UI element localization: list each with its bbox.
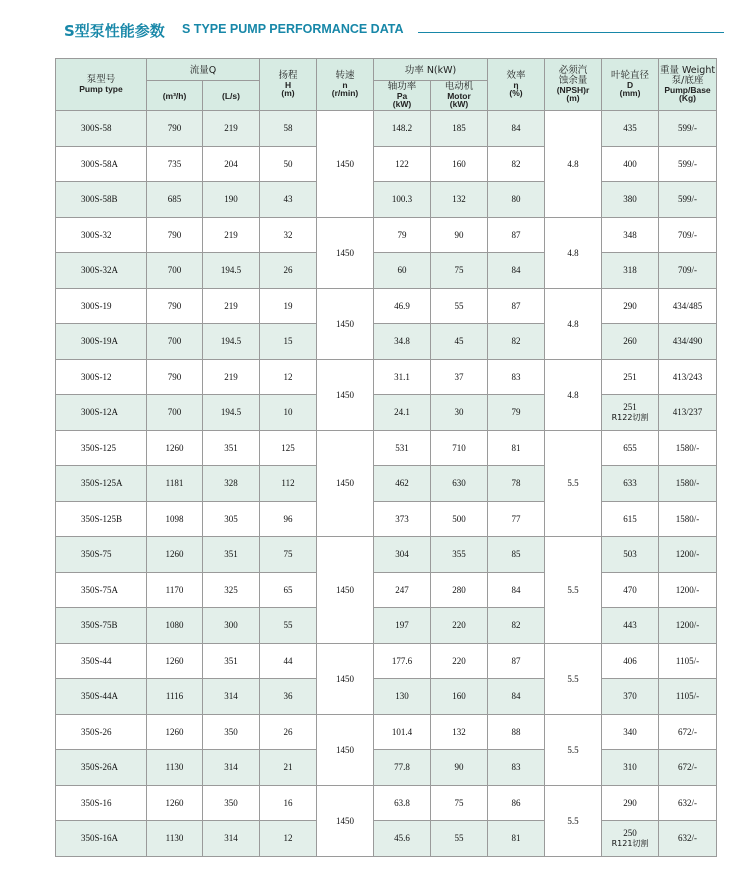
cell-efficiency: 84 bbox=[488, 572, 545, 608]
cell-impeller-diameter bbox=[602, 253, 659, 289]
cell-impeller-diameter bbox=[602, 217, 659, 253]
cell-speed: 1450 bbox=[317, 111, 374, 218]
cell-model: 300S-32A bbox=[56, 253, 147, 289]
diameter-value: 615 bbox=[623, 513, 637, 524]
cell-model: 300S-12 bbox=[56, 359, 147, 395]
diameter-value: 310 bbox=[623, 762, 637, 773]
table-row bbox=[56, 466, 717, 502]
header-speed: 转速 n (r/min) bbox=[317, 59, 374, 111]
page-title bbox=[64, 20, 724, 44]
cell-flow-ls: 351 bbox=[203, 643, 260, 679]
cell-model: 350S-26 bbox=[56, 714, 147, 750]
cell-impeller-diameter bbox=[602, 572, 659, 608]
header-impeller-diameter: 叶轮直径 D (mm) bbox=[602, 59, 659, 111]
cell-efficiency: 82 bbox=[488, 324, 545, 360]
cell-motor-power: 45 bbox=[431, 324, 488, 360]
cell-flow-m3h: 1098 bbox=[147, 501, 203, 537]
header-pump-type: 泵型号 Pump type bbox=[56, 59, 147, 111]
cell-flow-m3h: 1181 bbox=[147, 466, 203, 502]
cell-weight: 1580/- bbox=[659, 501, 717, 537]
cell-npsh: 4.8 bbox=[545, 288, 602, 359]
cell-impeller-diameter bbox=[602, 182, 659, 218]
table-row bbox=[56, 182, 717, 218]
cell-flow-ls: 219 bbox=[203, 288, 260, 324]
table-row bbox=[56, 217, 717, 253]
cell-motor-power: 160 bbox=[431, 679, 488, 715]
cell-impeller-diameter bbox=[602, 430, 659, 466]
header-motor-power: 电动机 Motor (kW) bbox=[431, 81, 488, 111]
header-efficiency: 效率 η (%) bbox=[488, 59, 545, 111]
performance-table bbox=[55, 58, 717, 857]
diameter-value: 290 bbox=[623, 300, 637, 311]
table-row bbox=[56, 324, 717, 360]
cell-motor-power: 30 bbox=[431, 395, 488, 431]
cell-motor-power: 355 bbox=[431, 537, 488, 573]
cell-shaft-power: 77.8 bbox=[374, 750, 431, 786]
cell-head: 50 bbox=[260, 146, 317, 182]
cell-weight: 632/- bbox=[659, 785, 717, 821]
cell-efficiency: 86 bbox=[488, 785, 545, 821]
cell-head: 19 bbox=[260, 288, 317, 324]
cell-head: 112 bbox=[260, 466, 317, 502]
cell-impeller-diameter bbox=[602, 111, 659, 147]
table-row bbox=[56, 643, 717, 679]
cell-speed: 1450 bbox=[317, 714, 374, 785]
cell-efficiency: 80 bbox=[488, 182, 545, 218]
cell-flow-ls: 350 bbox=[203, 714, 260, 750]
cell-weight: 709/- bbox=[659, 253, 717, 289]
cell-head: 55 bbox=[260, 608, 317, 644]
diameter-value: 290 bbox=[623, 797, 637, 808]
cell-flow-m3h: 700 bbox=[147, 395, 203, 431]
cell-head: 65 bbox=[260, 572, 317, 608]
cell-motor-power: 220 bbox=[431, 643, 488, 679]
cell-shaft-power: 45.6 bbox=[374, 821, 431, 857]
table-row bbox=[56, 395, 717, 431]
cell-model: 300S-32 bbox=[56, 217, 147, 253]
title-english: S TYPE PUMP PERFORMANCE DATA bbox=[182, 22, 404, 36]
diameter-value: 400 bbox=[623, 158, 637, 169]
cell-flow-ls: 194.5 bbox=[203, 395, 260, 431]
cell-impeller-diameter bbox=[602, 146, 659, 182]
cell-head: 75 bbox=[260, 537, 317, 573]
cell-efficiency: 79 bbox=[488, 395, 545, 431]
cell-weight: 672/- bbox=[659, 750, 717, 786]
cell-motor-power: 185 bbox=[431, 111, 488, 147]
cell-impeller-diameter bbox=[602, 679, 659, 715]
cell-efficiency: 81 bbox=[488, 430, 545, 466]
cell-motor-power: 90 bbox=[431, 750, 488, 786]
cell-efficiency: 82 bbox=[488, 146, 545, 182]
cell-shaft-power: 247 bbox=[374, 572, 431, 608]
cell-flow-m3h: 1080 bbox=[147, 608, 203, 644]
cell-motor-power: 280 bbox=[431, 572, 488, 608]
cell-flow-m3h: 790 bbox=[147, 111, 203, 147]
cell-flow-m3h: 790 bbox=[147, 288, 203, 324]
cell-impeller-diameter bbox=[602, 501, 659, 537]
cell-flow-m3h: 1260 bbox=[147, 430, 203, 466]
cell-shaft-power: 46.9 bbox=[374, 288, 431, 324]
table-row bbox=[56, 288, 717, 324]
cell-flow-ls: 350 bbox=[203, 785, 260, 821]
cell-speed: 1450 bbox=[317, 785, 374, 856]
cell-shaft-power: 34.8 bbox=[374, 324, 431, 360]
cell-shaft-power: 63.8 bbox=[374, 785, 431, 821]
cell-efficiency: 84 bbox=[488, 111, 545, 147]
cell-impeller-diameter bbox=[602, 750, 659, 786]
cell-flow-m3h: 700 bbox=[147, 324, 203, 360]
cell-flow-ls: 314 bbox=[203, 679, 260, 715]
cell-model: 300S-58B bbox=[56, 182, 147, 218]
cell-motor-power: 630 bbox=[431, 466, 488, 502]
cell-motor-power: 37 bbox=[431, 359, 488, 395]
cell-impeller-diameter bbox=[602, 608, 659, 644]
table-row bbox=[56, 785, 717, 821]
cell-motor-power: 55 bbox=[431, 288, 488, 324]
cell-efficiency: 78 bbox=[488, 466, 545, 502]
table-row bbox=[56, 359, 717, 395]
cell-impeller-diameter bbox=[602, 395, 659, 431]
cell-head: 12 bbox=[260, 821, 317, 857]
cell-flow-m3h: 1130 bbox=[147, 821, 203, 857]
cell-model: 350S-75 bbox=[56, 537, 147, 573]
cell-weight: 599/- bbox=[659, 111, 717, 147]
cell-model: 350S-16A bbox=[56, 821, 147, 857]
cell-shaft-power: 122 bbox=[374, 146, 431, 182]
diameter-value: 435 bbox=[623, 123, 637, 134]
diameter-trim-note: R121切割 bbox=[611, 838, 649, 848]
cell-head: 32 bbox=[260, 217, 317, 253]
cell-speed: 1450 bbox=[317, 643, 374, 714]
cell-npsh: 4.8 bbox=[545, 359, 602, 430]
cell-model: 350S-44 bbox=[56, 643, 147, 679]
diameter-value: 503 bbox=[623, 549, 637, 560]
cell-flow-ls: 314 bbox=[203, 750, 260, 786]
title-chinese: S型泵性能参数 bbox=[64, 22, 165, 40]
cell-motor-power: 220 bbox=[431, 608, 488, 644]
table-row bbox=[56, 146, 717, 182]
diameter-value: 318 bbox=[623, 265, 637, 276]
cell-weight: 413/237 bbox=[659, 395, 717, 431]
cell-shaft-power: 100.3 bbox=[374, 182, 431, 218]
cell-efficiency: 84 bbox=[488, 679, 545, 715]
cell-motor-power: 90 bbox=[431, 217, 488, 253]
cell-speed: 1450 bbox=[317, 537, 374, 644]
cell-motor-power: 132 bbox=[431, 714, 488, 750]
header-head: 扬程 H (m) bbox=[260, 59, 317, 111]
header-flow: 流量Q bbox=[147, 59, 260, 81]
cell-motor-power: 75 bbox=[431, 253, 488, 289]
table-row bbox=[56, 608, 717, 644]
cell-head: 16 bbox=[260, 785, 317, 821]
cell-flow-ls: 300 bbox=[203, 608, 260, 644]
cell-head: 36 bbox=[260, 679, 317, 715]
cell-shaft-power: 531 bbox=[374, 430, 431, 466]
cell-flow-m3h: 700 bbox=[147, 253, 203, 289]
cell-npsh: 5.5 bbox=[545, 430, 602, 537]
cell-weight: 1105/- bbox=[659, 679, 717, 715]
cell-shaft-power: 304 bbox=[374, 537, 431, 573]
table-body bbox=[56, 111, 717, 857]
cell-weight: 1580/- bbox=[659, 466, 717, 502]
cell-flow-ls: 328 bbox=[203, 466, 260, 502]
diameter-value: 406 bbox=[623, 655, 637, 666]
cell-model: 300S-12A bbox=[56, 395, 147, 431]
cell-weight: 599/- bbox=[659, 182, 717, 218]
diameter-value: 348 bbox=[623, 229, 637, 240]
cell-weight: 1105/- bbox=[659, 643, 717, 679]
diameter-trim-note: R122切割 bbox=[611, 412, 649, 422]
cell-flow-m3h: 685 bbox=[147, 182, 203, 218]
cell-head: 10 bbox=[260, 395, 317, 431]
cell-model: 350S-44A bbox=[56, 679, 147, 715]
cell-efficiency: 81 bbox=[488, 821, 545, 857]
cell-head: 15 bbox=[260, 324, 317, 360]
cell-shaft-power: 101.4 bbox=[374, 714, 431, 750]
cell-flow-m3h: 1170 bbox=[147, 572, 203, 608]
cell-flow-m3h: 790 bbox=[147, 217, 203, 253]
cell-shaft-power: 148.2 bbox=[374, 111, 431, 147]
cell-weight: 434/490 bbox=[659, 324, 717, 360]
cell-speed: 1450 bbox=[317, 288, 374, 359]
header-flow-ls: (L/s) bbox=[203, 81, 260, 111]
cell-flow-m3h: 735 bbox=[147, 146, 203, 182]
table-header bbox=[56, 59, 717, 111]
cell-model: 350S-75B bbox=[56, 608, 147, 644]
cell-model: 350S-75A bbox=[56, 572, 147, 608]
cell-weight: 632/- bbox=[659, 821, 717, 857]
table-row bbox=[56, 679, 717, 715]
cell-efficiency: 82 bbox=[488, 608, 545, 644]
cell-weight: 434/485 bbox=[659, 288, 717, 324]
cell-impeller-diameter bbox=[602, 359, 659, 395]
cell-flow-m3h: 1260 bbox=[147, 785, 203, 821]
cell-speed: 1450 bbox=[317, 217, 374, 288]
cell-motor-power: 160 bbox=[431, 146, 488, 182]
cell-model: 350S-125B bbox=[56, 501, 147, 537]
table-row bbox=[56, 821, 717, 857]
diameter-value: 251 bbox=[623, 401, 637, 412]
cell-speed: 1450 bbox=[317, 430, 374, 537]
cell-model: 350S-125A bbox=[56, 466, 147, 502]
cell-weight: 709/- bbox=[659, 217, 717, 253]
diameter-value: 633 bbox=[623, 478, 637, 489]
cell-impeller-diameter bbox=[602, 785, 659, 821]
cell-flow-m3h: 1260 bbox=[147, 537, 203, 573]
cell-head: 44 bbox=[260, 643, 317, 679]
cell-head: 26 bbox=[260, 253, 317, 289]
cell-flow-ls: 219 bbox=[203, 217, 260, 253]
diameter-value: 370 bbox=[623, 691, 637, 702]
cell-weight: 413/243 bbox=[659, 359, 717, 395]
diameter-value: 260 bbox=[623, 336, 637, 347]
diameter-value: 340 bbox=[623, 726, 637, 737]
cell-flow-ls: 219 bbox=[203, 111, 260, 147]
table-row bbox=[56, 430, 717, 466]
cell-impeller-diameter bbox=[602, 466, 659, 502]
cell-motor-power: 500 bbox=[431, 501, 488, 537]
diameter-value: 251 bbox=[623, 371, 637, 382]
cell-head: 58 bbox=[260, 111, 317, 147]
cell-efficiency: 87 bbox=[488, 217, 545, 253]
cell-flow-m3h: 1260 bbox=[147, 643, 203, 679]
cell-efficiency: 88 bbox=[488, 714, 545, 750]
header-shaft-power: 轴功率 Pa (kW) bbox=[374, 81, 431, 111]
cell-efficiency: 87 bbox=[488, 643, 545, 679]
cell-impeller-diameter bbox=[602, 288, 659, 324]
cell-weight: 1200/- bbox=[659, 537, 717, 573]
header-weight: 重量 Weight 泵/底座 Pump/Base (Kg) bbox=[659, 59, 717, 111]
cell-shaft-power: 177.6 bbox=[374, 643, 431, 679]
diameter-value: 250 bbox=[623, 827, 637, 838]
table-row bbox=[56, 501, 717, 537]
cell-weight: 1200/- bbox=[659, 608, 717, 644]
cell-model: 350S-16 bbox=[56, 785, 147, 821]
cell-model: 300S-19A bbox=[56, 324, 147, 360]
cell-weight: 672/- bbox=[659, 714, 717, 750]
cell-head: 26 bbox=[260, 714, 317, 750]
cell-model: 300S-58A bbox=[56, 146, 147, 182]
cell-shaft-power: 130 bbox=[374, 679, 431, 715]
cell-efficiency: 85 bbox=[488, 537, 545, 573]
cell-shaft-power: 60 bbox=[374, 253, 431, 289]
cell-efficiency: 77 bbox=[488, 501, 545, 537]
cell-shaft-power: 373 bbox=[374, 501, 431, 537]
cell-shaft-power: 197 bbox=[374, 608, 431, 644]
cell-flow-ls: 194.5 bbox=[203, 253, 260, 289]
cell-head: 96 bbox=[260, 501, 317, 537]
cell-motor-power: 132 bbox=[431, 182, 488, 218]
cell-flow-ls: 351 bbox=[203, 537, 260, 573]
cell-head: 21 bbox=[260, 750, 317, 786]
header-npsh: 必须汽 蚀余量 (NPSH)r (m) bbox=[545, 59, 602, 111]
cell-flow-ls: 204 bbox=[203, 146, 260, 182]
cell-flow-m3h: 1116 bbox=[147, 679, 203, 715]
cell-motor-power: 75 bbox=[431, 785, 488, 821]
cell-impeller-diameter bbox=[602, 714, 659, 750]
cell-shaft-power: 24.1 bbox=[374, 395, 431, 431]
cell-flow-m3h: 1130 bbox=[147, 750, 203, 786]
table-row bbox=[56, 714, 717, 750]
cell-flow-m3h: 790 bbox=[147, 359, 203, 395]
diameter-value: 380 bbox=[623, 194, 637, 205]
cell-npsh: 5.5 bbox=[545, 785, 602, 856]
header-flow-m3h: (m³/h) bbox=[147, 81, 203, 111]
cell-head: 12 bbox=[260, 359, 317, 395]
cell-impeller-diameter bbox=[602, 324, 659, 360]
cell-motor-power: 710 bbox=[431, 430, 488, 466]
cell-efficiency: 84 bbox=[488, 253, 545, 289]
cell-impeller-diameter bbox=[602, 821, 659, 857]
cell-flow-ls: 190 bbox=[203, 182, 260, 218]
cell-weight: 1580/- bbox=[659, 430, 717, 466]
cell-motor-power: 55 bbox=[431, 821, 488, 857]
cell-head: 125 bbox=[260, 430, 317, 466]
cell-efficiency: 83 bbox=[488, 359, 545, 395]
title-rule bbox=[418, 32, 724, 33]
diameter-value: 470 bbox=[623, 584, 637, 595]
cell-model: 300S-19 bbox=[56, 288, 147, 324]
cell-npsh: 4.8 bbox=[545, 111, 602, 218]
cell-npsh: 5.5 bbox=[545, 537, 602, 644]
cell-flow-ls: 314 bbox=[203, 821, 260, 857]
cell-shaft-power: 462 bbox=[374, 466, 431, 502]
cell-flow-ls: 325 bbox=[203, 572, 260, 608]
cell-speed: 1450 bbox=[317, 359, 374, 430]
cell-weight: 599/- bbox=[659, 146, 717, 182]
header-power: 功率 N(kW) bbox=[374, 59, 488, 81]
cell-model: 300S-58 bbox=[56, 111, 147, 147]
cell-flow-ls: 194.5 bbox=[203, 324, 260, 360]
table-row bbox=[56, 253, 717, 289]
cell-weight: 1200/- bbox=[659, 572, 717, 608]
cell-model: 350S-26A bbox=[56, 750, 147, 786]
cell-shaft-power: 79 bbox=[374, 217, 431, 253]
cell-impeller-diameter bbox=[602, 643, 659, 679]
table-row bbox=[56, 111, 717, 147]
cell-flow-ls: 219 bbox=[203, 359, 260, 395]
diameter-value: 443 bbox=[623, 620, 637, 631]
table-row bbox=[56, 537, 717, 573]
cell-flow-m3h: 1260 bbox=[147, 714, 203, 750]
cell-head: 43 bbox=[260, 182, 317, 218]
cell-impeller-diameter bbox=[602, 537, 659, 573]
cell-npsh: 5.5 bbox=[545, 643, 602, 714]
cell-npsh: 4.8 bbox=[545, 217, 602, 288]
cell-flow-ls: 305 bbox=[203, 501, 260, 537]
table-row bbox=[56, 572, 717, 608]
cell-shaft-power: 31.1 bbox=[374, 359, 431, 395]
table-row bbox=[56, 750, 717, 786]
cell-npsh: 5.5 bbox=[545, 714, 602, 785]
cell-flow-ls: 351 bbox=[203, 430, 260, 466]
cell-model: 350S-125 bbox=[56, 430, 147, 466]
cell-efficiency: 87 bbox=[488, 288, 545, 324]
cell-efficiency: 83 bbox=[488, 750, 545, 786]
diameter-value: 655 bbox=[623, 442, 637, 453]
